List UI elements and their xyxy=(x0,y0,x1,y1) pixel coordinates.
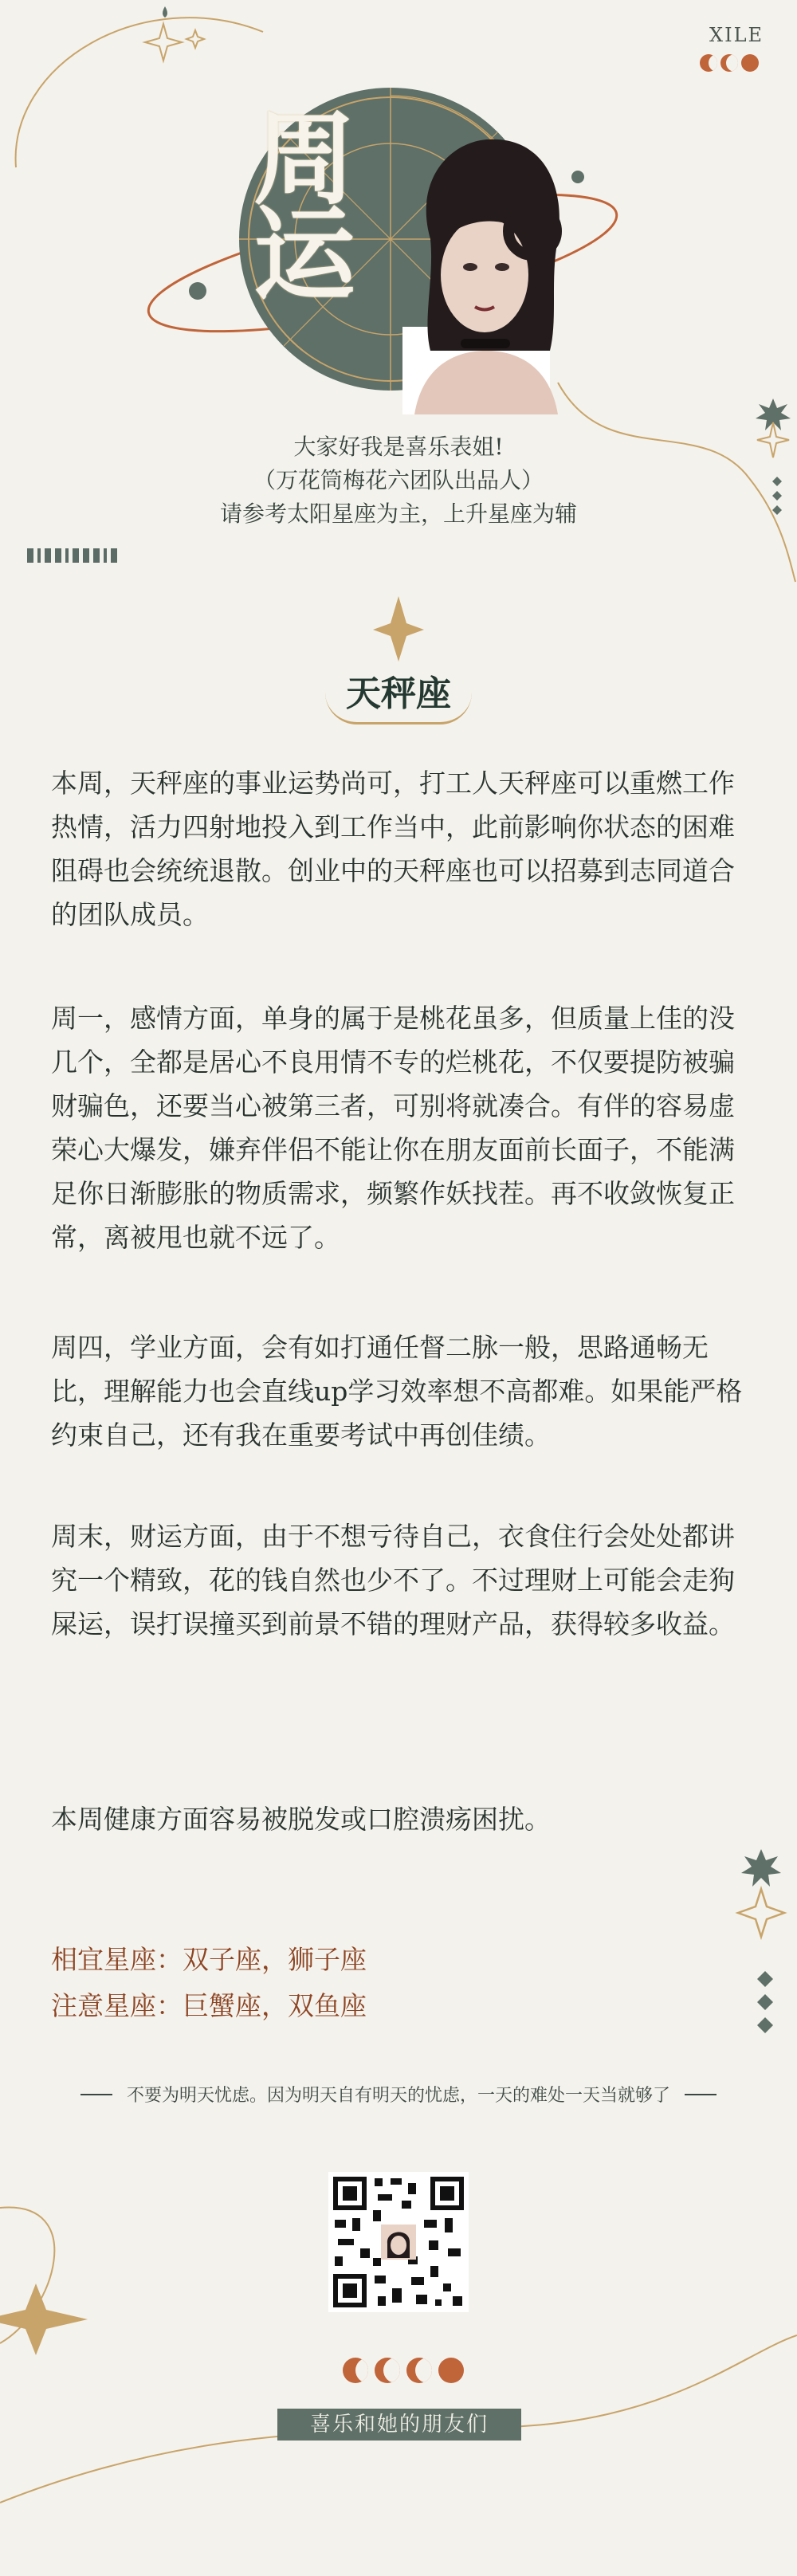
quote-text: 不要为明天忧虑。因为明天自有明天的忧虑，一天的难处一天当就够了 xyxy=(126,2086,670,2106)
paragraph-love xyxy=(51,996,752,1259)
lucky-caution: 注意星座：巨蟹座，双鱼座 xyxy=(51,1990,367,2021)
badge-title xyxy=(253,100,405,315)
moon-crescent-icon xyxy=(700,54,717,72)
moon-full-icon xyxy=(741,54,759,72)
intro-line: 大家好我是喜乐表姐! xyxy=(293,434,504,460)
sign-name: 天秤座 xyxy=(325,662,472,724)
brand-logo: XILE xyxy=(709,24,764,46)
paragraph-text: 本周健康方面容易被脱发或口腔溃疡困扰。 xyxy=(51,1804,551,1835)
paragraph-study xyxy=(51,1325,752,1457)
moon-phase-icon xyxy=(700,54,759,72)
diamond-icon-lower xyxy=(757,1971,773,2033)
quote-dash xyxy=(685,2094,717,2095)
sparkle-icon xyxy=(145,24,204,61)
moon-crescent-icon xyxy=(343,2358,368,2383)
paragraph-health xyxy=(51,1797,752,1841)
moon-crescent-icon xyxy=(375,2358,400,2383)
footer-quote xyxy=(0,2082,797,2107)
intro-block xyxy=(0,430,797,531)
quote-dash xyxy=(80,2094,112,2095)
paragraph-text: 周末，财运方面，由于不想亏待自己，衣食住行会处处都讲究一个精致，花的钱自然也少不了。不过理财上可能会走狗屎运，误打误撞买到前景不错的理财产品，获得较多收益。 xyxy=(51,1521,735,1639)
moon-crescent-icon xyxy=(406,2358,432,2383)
decor-curve-top xyxy=(16,18,263,167)
lucky-signs xyxy=(51,1937,367,2029)
paragraph-text: 周四，学业方面，会有如打通任督二脉一般，思路通畅无比，理解能力也会直线up学习效率想不高都难。如果能严格约束自己，还有我在重要考试中再创佳绩。 xyxy=(51,1332,743,1451)
paragraph-career xyxy=(51,761,752,937)
barcode-decoration xyxy=(27,548,117,563)
footer-tag: 喜乐和她的朋友们 xyxy=(277,2409,521,2441)
paragraph-wealth xyxy=(51,1514,752,1646)
moon-crescent-icon xyxy=(720,54,738,72)
moon-full-icon xyxy=(438,2358,464,2383)
sign-heading xyxy=(0,662,797,724)
badge-title-text: 周运 xyxy=(253,100,356,315)
moon-phase-icon-bottom xyxy=(343,2358,464,2383)
paragraph-text: 本周，天秤座的事业运势尚可，打工人天秤座可以重燃工作热情，活力四射地投入到工作当中，此前影响你状态的困难阻碍也会统统退散。创业中的天秤座也可以招募到志同道合的团队成员。 xyxy=(51,768,735,930)
intro-line: （万花筒梅花六团队出品人） xyxy=(253,467,544,493)
star-icon-lower xyxy=(738,1849,784,1937)
qr-code-icon xyxy=(328,2172,469,2312)
paragraph-text: 周一，感情方面，单身的属于是桃花虽多，但质量上佳的没几个，全都是居心不良用情不专的烂桃花，不仅要提防被骗财骗色，还要当心被第三者，可别将就凑合。有伴的容易虚荣心大爆发，嫌弃伴侣不能让你在朋友面前长面子，不能满足你日渐膨胀的物质需求，频繁作妖找茬。再不收敛恢复正常，离被甩也就不远了。 xyxy=(51,1003,735,1253)
droplet-icon xyxy=(163,6,167,18)
intro-line: 请参考太阳星座为主，上升星座为辅 xyxy=(219,501,577,527)
orbit-planet-left xyxy=(189,282,206,300)
center-sparkle-icon xyxy=(373,596,424,662)
orbit-planet-right xyxy=(571,171,584,183)
lucky-good: 相宜星座：双子座，狮子座 xyxy=(51,1944,367,1975)
